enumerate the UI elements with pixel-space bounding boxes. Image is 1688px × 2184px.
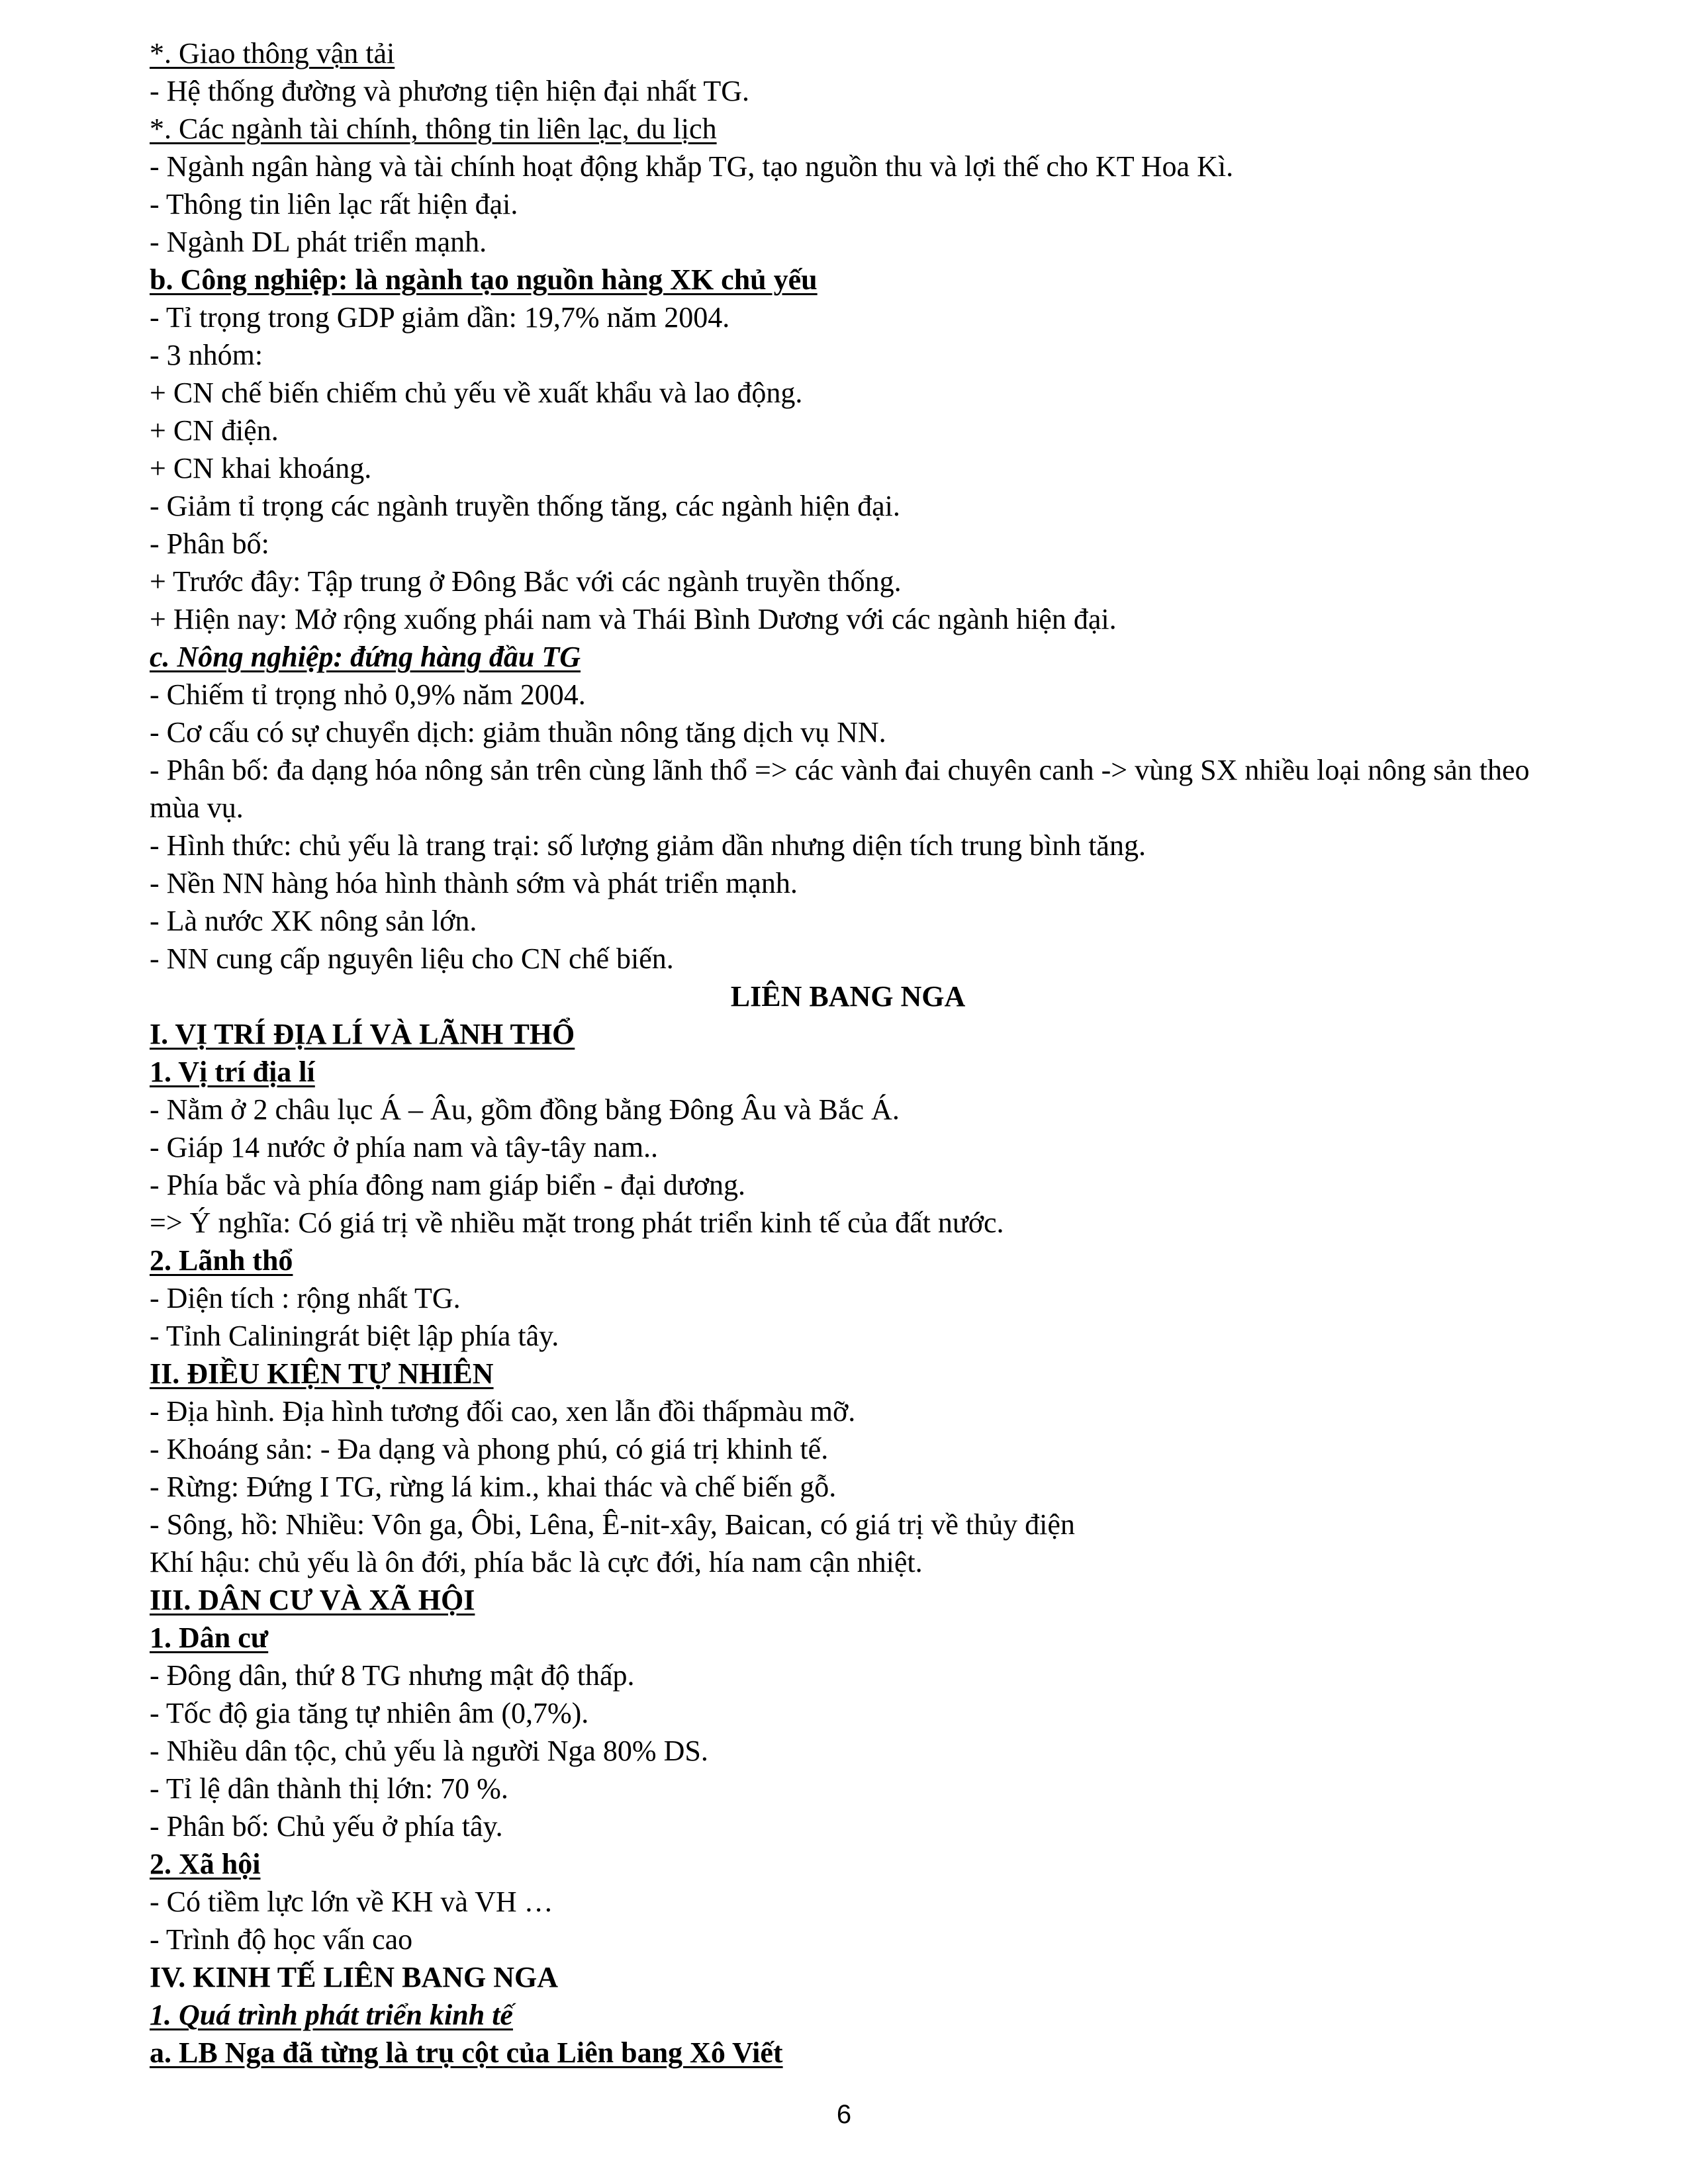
text-line: - Là nước XK nông sản lớn. <box>150 905 477 937</box>
text-line: I. VỊ TRÍ ĐỊA LÍ VÀ LÃNH THỔ <box>150 1018 575 1050</box>
text-line: - Phía bắc và phía đông nam giáp biển - đại dương. <box>150 1169 746 1201</box>
text-line: - Phân bố: Chủ yếu ở phía tây. <box>150 1810 503 1843</box>
text-line: IV. KINH TẾ LIÊN BANG NGA <box>150 1961 558 1993</box>
text-line: - Phân bố: đa dạng hóa nông sản trên cùng lãnh thổ => các vành đai chuyên canh -> vùng SX nhiều loại nông sản theo mùa vụ. <box>150 754 1530 824</box>
text-line: - Trình độ học vấn cao <box>150 1923 413 1956</box>
text-line: - Giáp 14 nước ở phía nam và tây-tây nam.. <box>150 1131 659 1163</box>
text-line: + Trước đây: Tập trung ở Đông Bắc với các ngành truyền thống. <box>150 565 902 598</box>
text-line: - Nền NN hàng hóa hình thành sớm và phát triển mạnh. <box>150 867 798 899</box>
text-line: - Tỉnh Caliningrát biệt lập phía tây. <box>150 1320 559 1352</box>
text-line: LIÊN BANG NGA <box>730 980 966 1013</box>
text-line: - Địa hình. Địa hình tương đối cao, xen lẫn đồi thấpmàu mỡ. <box>150 1395 856 1428</box>
text-line: - Tỉ trọng trong GDP giảm dần: 19,7% năm 2004. <box>150 301 730 334</box>
text-line: - Hệ thống đường và phương tiện hiện đại nhất TG. <box>150 75 750 107</box>
text-line: - Cơ cấu có sự chuyển dịch: giảm thuần nông tăng dịch vụ NN. <box>150 716 886 749</box>
text-line: + Hiện nay: Mở rộng xuống phái nam và Thái Bình Dương với các ngành hiện đại. <box>150 603 1117 635</box>
text-line: + CN chế biến chiếm chủ yếu về xuất khẩu và lao động. <box>150 377 803 409</box>
document-body <box>150 34 1546 2071</box>
text-line: - Phân bố: <box>150 527 269 560</box>
text-line: - Chiếm tỉ trọng nhỏ 0,9% năm 2004. <box>150 678 586 711</box>
text-line: Khí hậu: chủ yếu là ôn đới, phía bắc là cực đới, hía nam cận nhiệt. <box>150 1546 923 1578</box>
text-line: - Có tiềm lực lớn về KH và VH … <box>150 1886 553 1918</box>
text-line: - Nhiều dân tộc, chủ yếu là người Nga 80% DS. <box>150 1735 708 1767</box>
text-line: II. ĐIỀU KIỆN TỰ NHIÊN <box>150 1357 494 1390</box>
text-line: - Tốc độ gia tăng tự nhiên âm (0,7%). <box>150 1697 589 1729</box>
text-line: => Ý nghĩa: Có giá trị về nhiều mặt trong phát triển kinh tế của đất nước. <box>150 1206 1004 1239</box>
text-line: - Rừng: Đứng I TG, rừng lá kim., khai thác và chế biến gỗ. <box>150 1471 837 1503</box>
text-line: 1. Vị trí địa lí <box>150 1056 315 1088</box>
text-line: 2. Xã hội <box>150 1848 261 1880</box>
text-line: - NN cung cấp nguyên liệu cho CN chế biến. <box>150 942 674 975</box>
text-line: - Khoáng sản: - Đa dạng và phong phú, có giá trị khinh tế. <box>150 1433 829 1465</box>
text-line: III. DÂN CƯ VÀ XÃ HỘI <box>150 1584 475 1616</box>
text-line: b. Công nghiệp: là ngành tạo nguồn hàng XK chủ yếu <box>150 263 818 296</box>
text-line: 1. Quá trình phát triển kinh tế <box>150 1999 513 2031</box>
text-line: + CN khai khoáng. <box>150 452 372 484</box>
text-line: - Sông, hồ: Nhiều: Vôn ga, Ôbi, Lêna, Ê-nit-xây, Baican, có giá trị về thủy điện <box>150 1508 1075 1541</box>
text-line: - Nằm ở 2 châu lục Á – Âu, gồm đồng bằng Đông Âu và Bắc Á. <box>150 1093 900 1126</box>
page-number: 6 <box>836 2100 852 2129</box>
text-line: - Ngành DL phát triển mạnh. <box>150 226 487 258</box>
text-line: *. Giao thông vận tải <box>150 37 395 69</box>
text-line: - Tỉ lệ dân thành thị lớn: 70 %. <box>150 1772 508 1805</box>
text-line: *. Các ngành tài chính, thông tin liên lạc, du lịch <box>150 113 717 145</box>
text-line: c. Nông nghiệp: đứng hàng đầu TG <box>150 641 581 673</box>
text-line: - Thông tin liên lạc rất hiện đại. <box>150 188 518 220</box>
text-line: - Giảm tỉ trọng các ngành truyền thống tăng, các ngành hiện đại. <box>150 490 900 522</box>
text-line: - Đông dân, thứ 8 TG nhưng mật độ thấp. <box>150 1659 635 1692</box>
text-line: - Ngành ngân hàng và tài chính hoạt động khắp TG, tạo nguồn thu và lợi thế cho KT Hoa Kì. <box>150 150 1234 183</box>
text-line: 1. Dân cư <box>150 1621 269 1654</box>
text-line: + CN điện. <box>150 414 279 447</box>
text-line: - Diện tích : rộng nhất TG. <box>150 1282 461 1314</box>
text-line: - 3 nhóm: <box>150 339 263 371</box>
text-line: - Hình thức: chủ yếu là trang trại: số lượng giảm dần nhưng diện tích trung bình tăng. <box>150 829 1146 862</box>
text-line: 2. Lãnh thổ <box>150 1244 293 1277</box>
text-line: a. LB Nga đã từng là trụ cột của Liên bang Xô Viết <box>150 2036 783 2069</box>
